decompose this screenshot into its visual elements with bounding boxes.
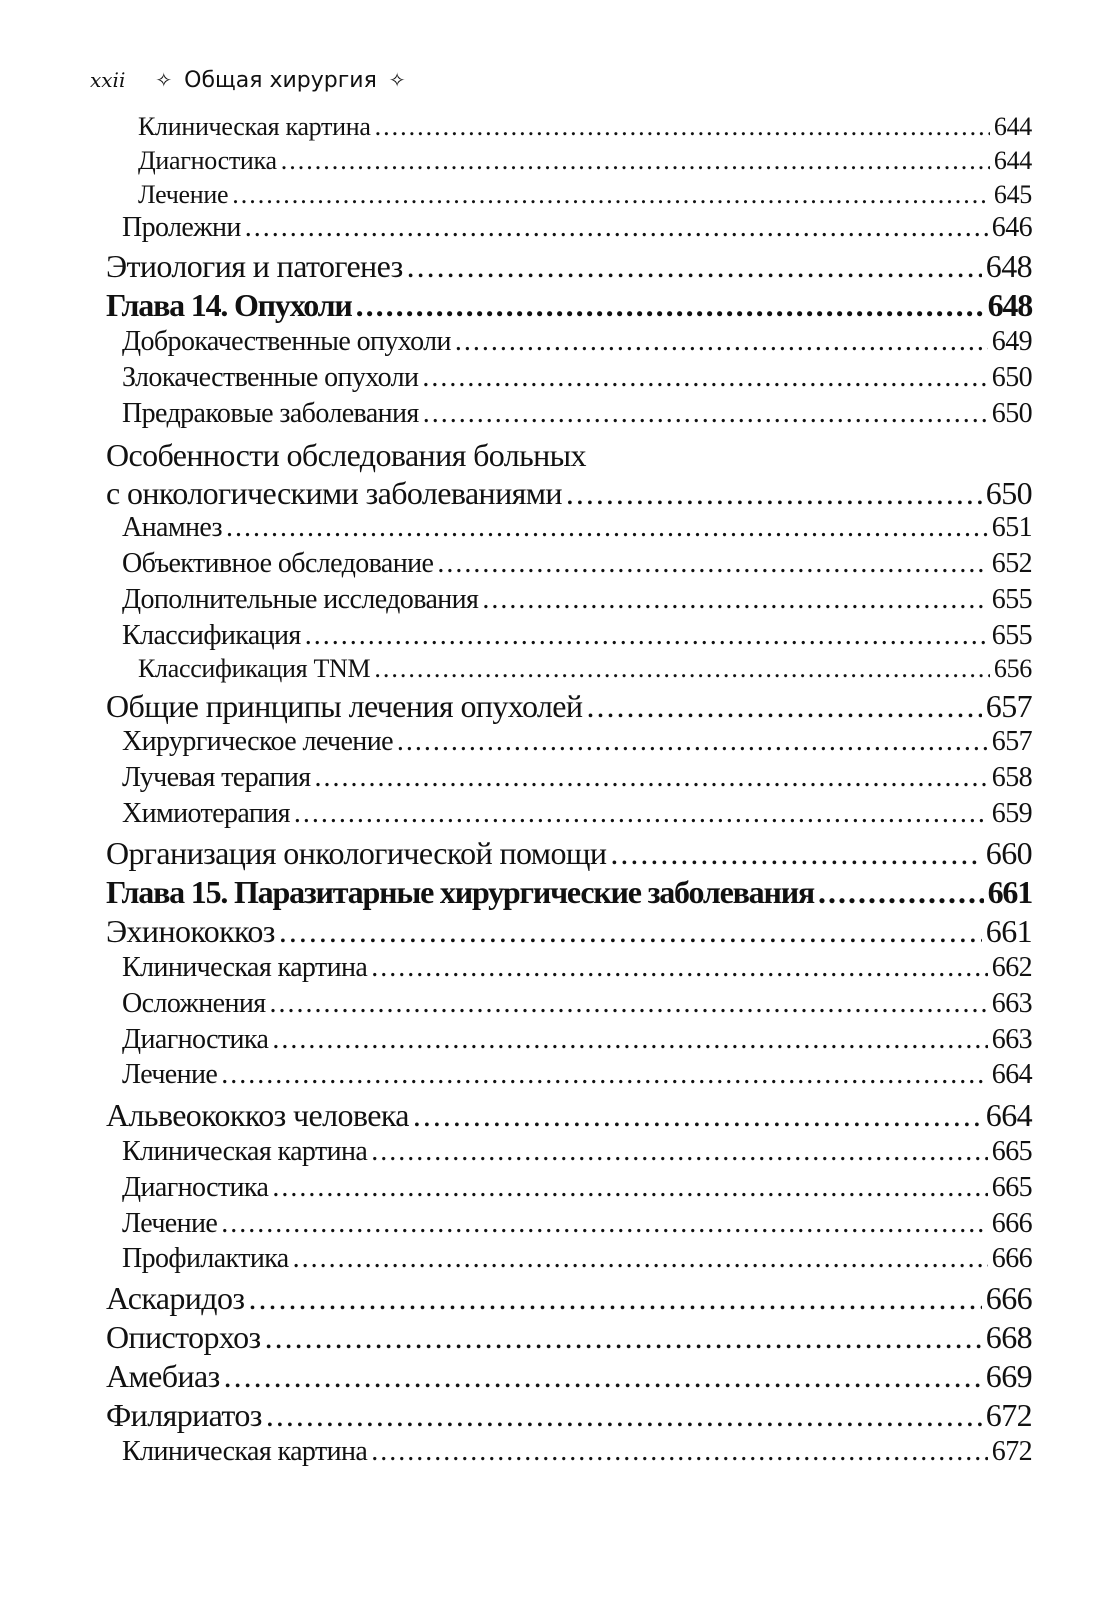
dot-leader: [356, 287, 984, 324]
toc-entry-page: 657: [985, 688, 1032, 724]
toc-entry-page: 652: [991, 548, 1032, 579]
toc-entry-title: Диагностика: [122, 1024, 269, 1055]
toc-entry-page: 669: [985, 1358, 1032, 1394]
toc-entry-page: 650: [991, 398, 1032, 429]
toc-entry: [122, 398, 1032, 430]
toc-entry: [122, 548, 1032, 580]
diamond-ornament-icon: ✧: [155, 68, 173, 92]
dot-leader: [482, 584, 987, 616]
toc-entry-page: 661: [985, 913, 1032, 949]
toc-entry: [122, 362, 1032, 394]
toc-entry-page: 658: [991, 762, 1032, 793]
toc-entry-title: Осложнения: [122, 988, 266, 1019]
toc-entry-page: 663: [991, 1024, 1032, 1055]
dot-leader: [266, 1397, 982, 1434]
dot-leader: [407, 248, 982, 285]
book-title: Общая хирургия: [184, 67, 377, 93]
toc-chapter-entry: [106, 287, 1032, 324]
toc-entry: [122, 1436, 1032, 1468]
toc-entry-title: Клиническая картина: [122, 1436, 368, 1467]
dot-leader: [248, 1280, 981, 1317]
toc-entry: [122, 1059, 1032, 1091]
dot-leader: [293, 1243, 988, 1275]
toc-entry-title: Профилактика: [122, 1243, 289, 1274]
toc-entry-title: Этиология и патогенез: [106, 248, 403, 284]
toc-entry: [106, 248, 1032, 285]
running-header: [90, 62, 418, 98]
dot-leader: [422, 362, 987, 394]
toc-entry-title: Амебиаз: [106, 1358, 220, 1394]
toc-entry: [122, 798, 1032, 830]
toc-entry: [138, 654, 1032, 684]
dot-leader: [413, 1097, 982, 1134]
dot-leader: [397, 726, 988, 758]
toc-entry: [122, 1172, 1032, 1204]
toc-entry: [138, 146, 1032, 176]
toc-entry-page: 648: [987, 287, 1032, 323]
toc-entry: [122, 988, 1032, 1020]
toc-entry: [122, 1243, 1032, 1275]
dot-leader: [586, 688, 981, 725]
toc-entry-page: 665: [991, 1172, 1032, 1203]
toc-entry-title: Лучевая терапия: [122, 762, 311, 793]
dot-leader: [281, 146, 990, 176]
toc-entry-title: Диагностика: [122, 1172, 269, 1203]
toc-entry-page: 648: [985, 248, 1032, 284]
toc-entry-title: Лечение: [122, 1208, 218, 1239]
toc-entry-title: Общие принципы лечения опухолей: [106, 688, 583, 724]
toc-entry-page: 644: [993, 146, 1032, 175]
toc-entry-title: Эхинококкоз: [106, 913, 275, 949]
dot-leader: [272, 1024, 987, 1056]
dot-leader: [221, 1208, 988, 1240]
toc-entry-page: 668: [985, 1319, 1032, 1355]
toc-entry-title: Доброкачественные опухоли: [122, 326, 451, 357]
toc-entry: [106, 1397, 1032, 1434]
toc-entry: [106, 835, 1032, 872]
toc-entry-page: 662: [991, 952, 1032, 983]
toc-entry: [106, 688, 1032, 725]
toc-entry: [106, 1358, 1032, 1395]
dot-leader: [224, 1358, 982, 1395]
toc-entry: [138, 180, 1032, 210]
toc-entry-page: 672: [991, 1436, 1032, 1467]
toc-entry: [106, 913, 1032, 950]
toc-entry-title: Глава 15. Паразитарные хирургические заболевания: [106, 874, 815, 910]
toc-entry: [122, 620, 1032, 652]
toc-entry-page: 651: [991, 512, 1032, 543]
dot-leader: [371, 1136, 988, 1168]
toc-entry-title-line: Особенности обследования больных: [106, 437, 586, 473]
diamond-ornament-icon: ✧: [388, 68, 406, 92]
toc-entry-page: 655: [991, 620, 1032, 651]
dot-leader: [610, 835, 981, 872]
toc-entry-page: 650: [991, 362, 1032, 393]
toc-entry-page: 661: [987, 874, 1032, 910]
toc-entry-title: Альвеококкоз человека: [106, 1097, 409, 1133]
toc-entry-title: Объективное обследование: [122, 548, 434, 579]
toc-entry-page: 644: [993, 112, 1032, 141]
toc-entry-page: 664: [985, 1097, 1032, 1133]
dot-leader: [455, 326, 988, 358]
toc-entry-page: 646: [991, 212, 1032, 243]
toc-entry: [122, 1024, 1032, 1056]
toc-entry-title: Классификация TNM: [138, 654, 371, 683]
toc-entry-title: Описторхоз: [106, 1319, 261, 1355]
dot-leader: [423, 398, 988, 430]
dot-leader: [265, 1319, 982, 1356]
toc-entry-title: Пролежни: [122, 212, 241, 243]
toc-entry-title: Химиотерапия: [122, 798, 290, 829]
dot-leader: [226, 512, 988, 544]
toc-entry-title: Лечение: [122, 1059, 218, 1090]
toc-entry: [106, 475, 1032, 512]
dot-leader: [371, 1436, 988, 1468]
dot-leader: [245, 212, 988, 244]
toc-entry-title: Хирургическое лечение: [122, 726, 393, 757]
toc-entry-title: Анамнез: [122, 512, 222, 543]
dot-leader: [305, 620, 988, 652]
toc-entry-title: с онкологическими заболеваниями: [106, 475, 562, 511]
toc-entry-page: 657: [991, 726, 1032, 757]
toc-entry: [122, 1136, 1032, 1168]
dot-leader: [437, 548, 987, 580]
dot-leader: [294, 798, 988, 830]
toc-entry: [122, 584, 1032, 616]
toc-entry-title: Клиническая картина: [122, 952, 368, 983]
dot-leader: [232, 180, 990, 210]
toc-entry-page: 665: [991, 1136, 1032, 1167]
dot-leader: [272, 1172, 987, 1204]
toc-entry-page: 656: [993, 654, 1032, 683]
toc-entry-title: Предраковые заболевания: [122, 398, 419, 429]
toc-entry-page: 672: [985, 1397, 1032, 1433]
toc-entry: [122, 212, 1032, 244]
dot-leader: [270, 988, 988, 1020]
toc-entry-title: Аскаридоз: [106, 1280, 245, 1316]
dot-leader: [374, 654, 990, 684]
toc-entry-page: 664: [991, 1059, 1032, 1090]
toc-entry: [122, 952, 1032, 984]
toc-entry-page: 663: [991, 988, 1032, 1019]
dot-leader: [315, 762, 988, 794]
toc-entry: [122, 762, 1032, 794]
dot-leader: [221, 1059, 988, 1091]
toc-entry: [106, 1280, 1032, 1317]
toc-entry-page: 660: [985, 835, 1032, 871]
toc-entry-page: 666: [985, 1280, 1032, 1316]
toc-entry-title: Клиническая картина: [138, 112, 371, 141]
toc-entry-page: 666: [991, 1243, 1032, 1274]
toc-entry-page: 655: [991, 584, 1032, 615]
toc-entry: [122, 326, 1032, 358]
page-number: xxii: [90, 68, 126, 92]
toc-entry-page: 650: [985, 475, 1032, 511]
toc-entry: [106, 1319, 1032, 1356]
toc-entry-title: Диагностика: [138, 146, 277, 175]
toc-entry-title: Лечение: [138, 180, 229, 209]
toc-entry-title: Филяриатоз: [106, 1397, 262, 1433]
toc-entry: [106, 1097, 1032, 1134]
dot-leader: [566, 475, 982, 512]
toc-entry: [122, 1208, 1032, 1240]
toc-entry-title: Злокачественные опухоли: [122, 362, 419, 393]
toc-entry: [122, 726, 1032, 758]
toc-entry: [122, 512, 1032, 544]
toc-entry-page: 666: [991, 1208, 1032, 1239]
toc-entry-page: 645: [993, 180, 1032, 209]
dot-leader: [279, 913, 982, 950]
toc-entry-title: Организация онкологической помощи: [106, 835, 607, 871]
toc-entry: [138, 112, 1032, 142]
toc-entry-title: Клиническая картина: [122, 1136, 368, 1167]
dot-leader: [375, 112, 990, 142]
toc-entry-title: Классификация: [122, 620, 301, 651]
dot-leader: [818, 874, 984, 911]
toc-entry-page: 649: [991, 326, 1032, 357]
dot-leader: [371, 952, 988, 984]
toc-entry-title: Дополнительные исследования: [122, 584, 479, 615]
toc-chapter-entry: [106, 874, 1032, 911]
toc-entry-page: 659: [991, 798, 1032, 829]
toc-entry-title: Глава 14. Опухоли: [106, 287, 352, 323]
